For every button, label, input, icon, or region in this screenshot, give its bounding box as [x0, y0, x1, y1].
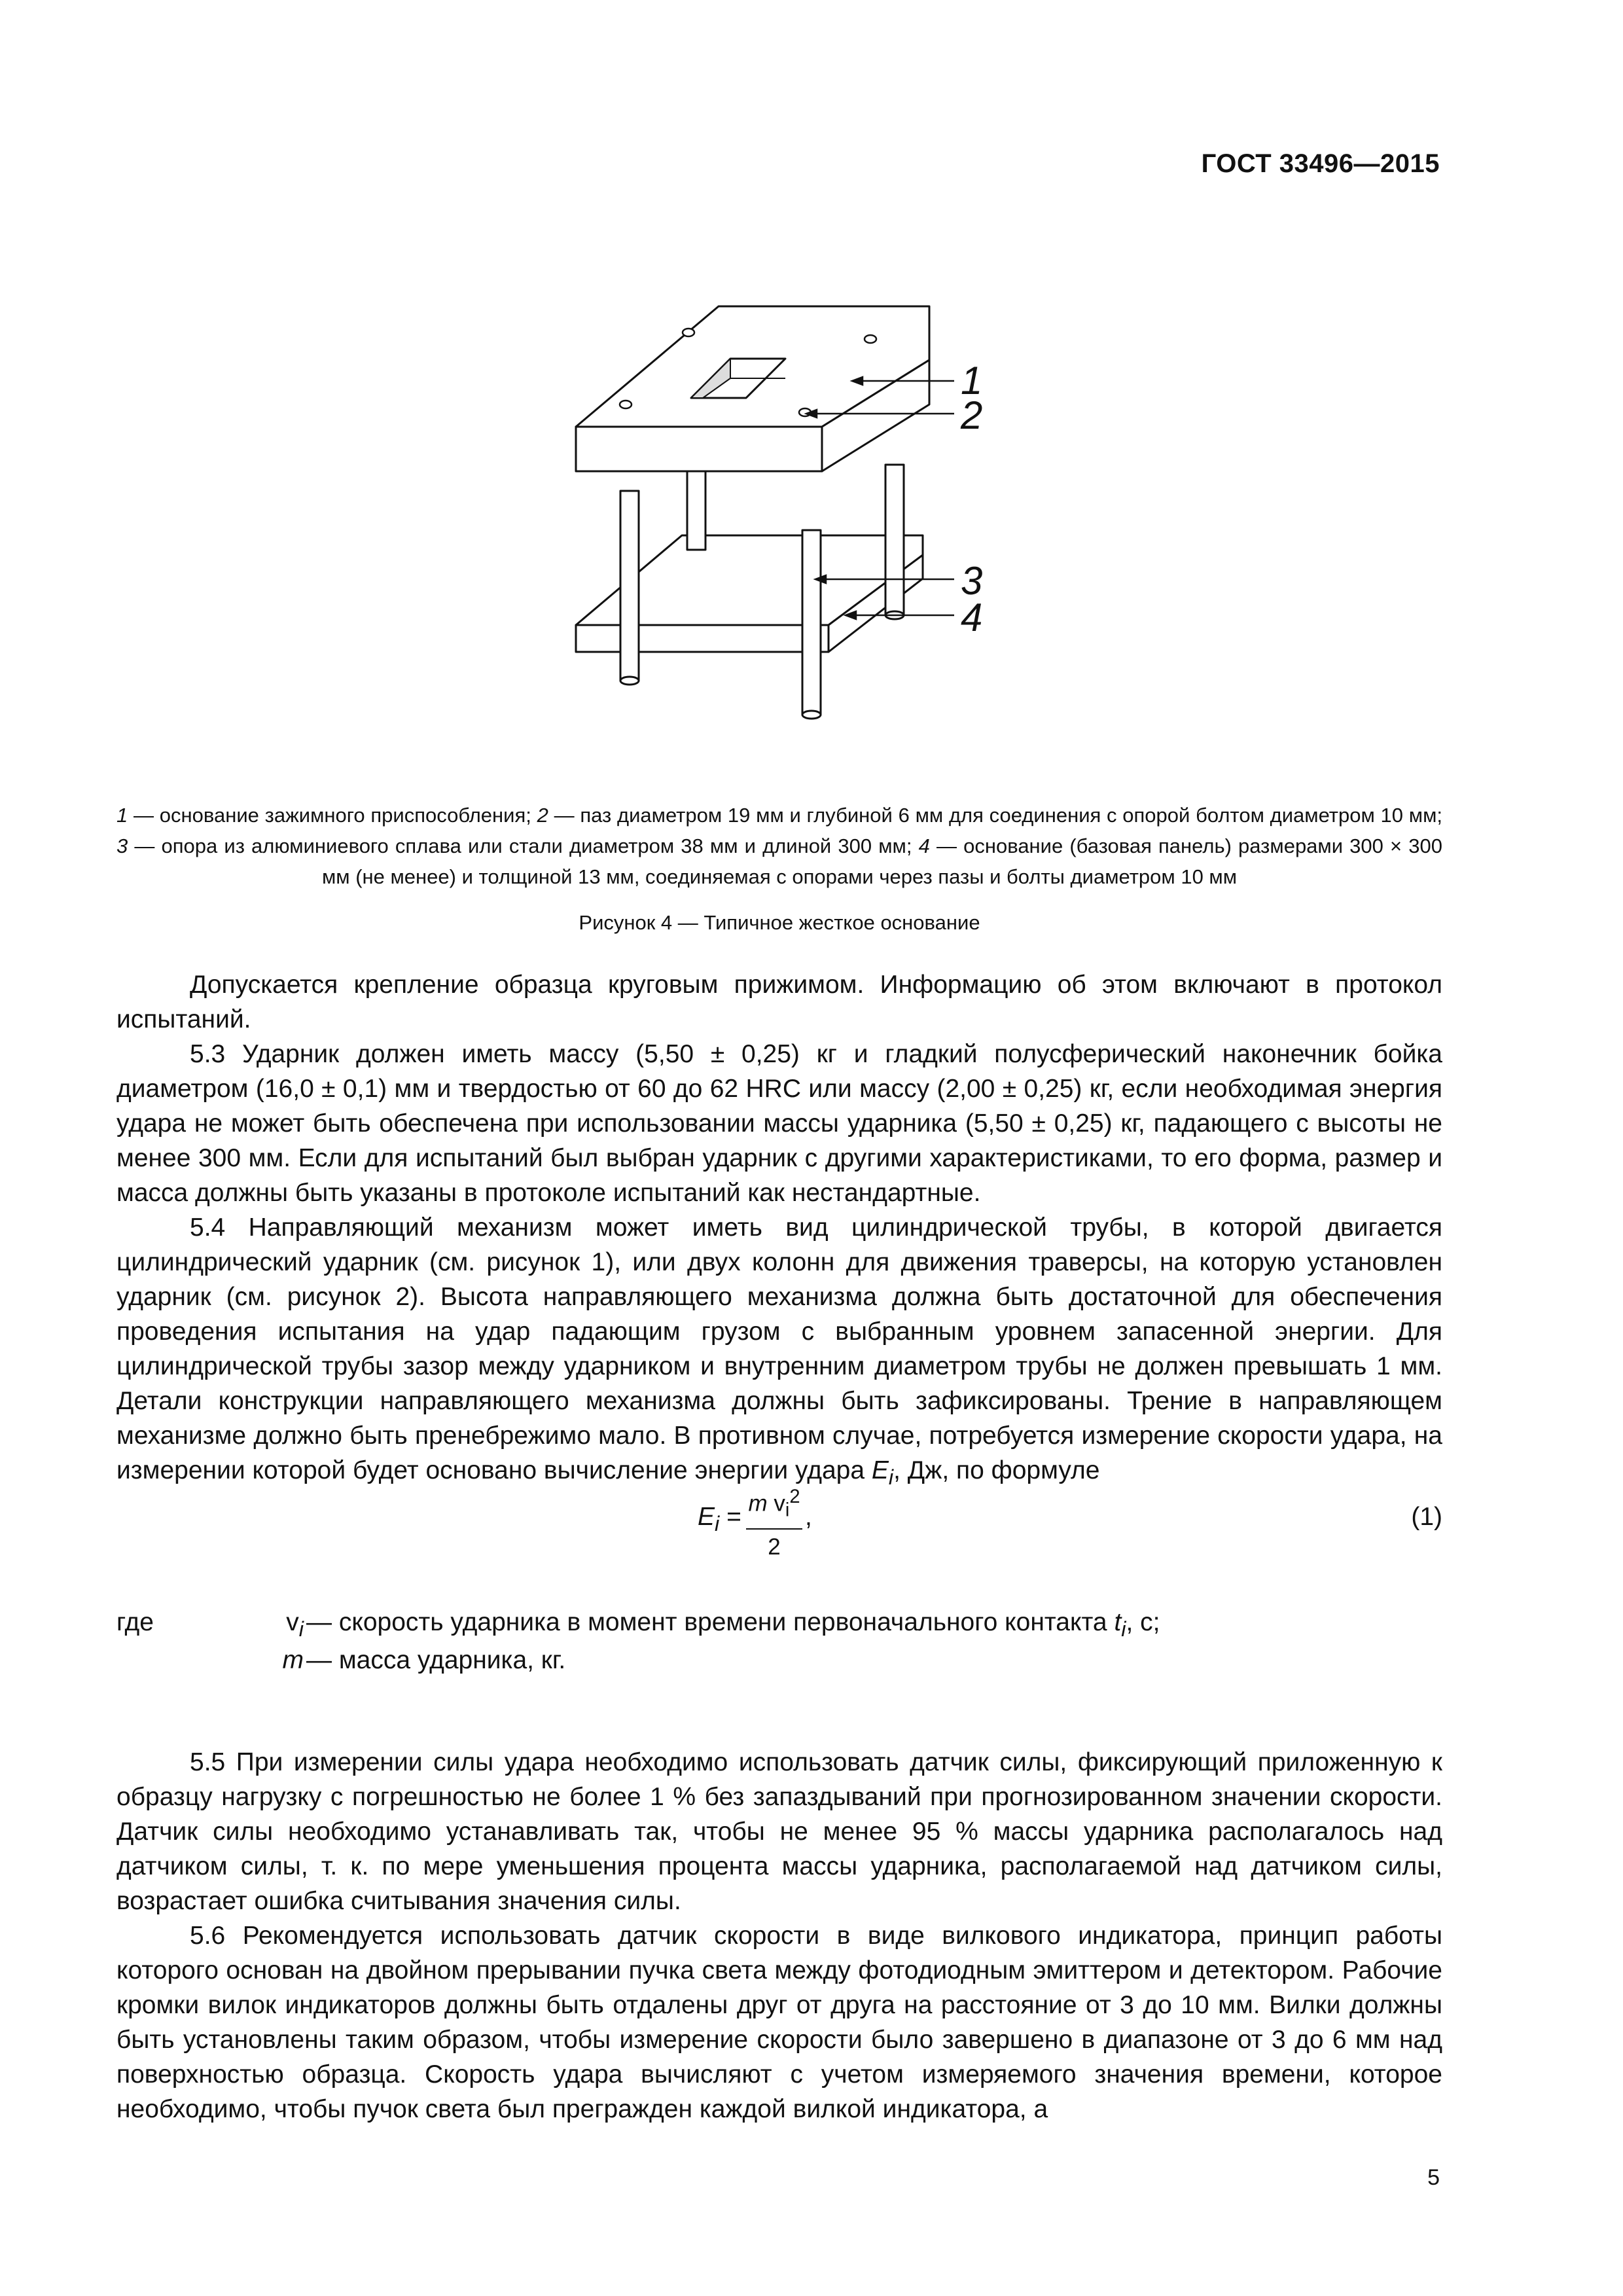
rigid-base-figure	[563, 281, 1034, 779]
legend-num-1: 1	[116, 804, 128, 827]
page-number: 5	[1427, 2165, 1440, 2190]
paragraph-5-4-tail: , Дж, по формуле	[893, 1456, 1100, 1484]
callout-4: 4	[961, 596, 983, 639]
legend-num-3: 3	[116, 834, 128, 857]
pillar-back-right	[885, 465, 904, 615]
energy-symbol: E	[871, 1456, 889, 1484]
paragraph-5-5: 5.5 При измерении силы удара необходимо использовать датчик силы, фиксирующий приложенную к образцу нагрузку с погрешностью не более 1 % без запаздываний при прогнозированном значении скорости. Датчик силы необходимо устанавливать так, чтобы не менее 95 % массы ударника располагалось над датчиком силы, т. к. по мере уменьшения процента массы ударника, располагаемой над датчиком силы, возрастает ошибка считывания значения силы.	[116, 1748, 1442, 1915]
callout-1: 1	[961, 359, 983, 403]
pillar-back-left	[687, 465, 705, 550]
bolt-hole	[683, 329, 694, 336]
legend-text-1: — основание зажимного приспособления;	[128, 804, 537, 827]
velocity-symbol: $v_i$	[286, 1608, 304, 1641]
pillar-front-left	[620, 491, 639, 681]
formula-lhs: $E_i$ =	[698, 1503, 741, 1535]
figure-caption: Рисунок 4 — Типичное жесткое основание	[579, 911, 980, 934]
energy-subscript: i	[888, 1465, 894, 1489]
mass-symbol: m	[282, 1646, 304, 1674]
paragraph-5-3: 5.3 Ударник должен иметь массу (5,50 ± 0,25) кг и гладкий полусферический наконечник бойка диаметром (16,0 ± 0,1) мм и твердостью от 60 до 62 HRC или массу (2,00 ± 0,25) кг, если необходимая энергия удара не может быть обеспечена при использовании массы ударника (5,50 ± 0,25) кг, падающего с высоты не менее 300 мм. Если для испытаний был выбран ударник с другими характеристиками, то его форма, размер и масса должны быть указаны в протоколе испытаний как нестандартные.	[116, 1040, 1442, 1207]
fraction-bar	[746, 1528, 802, 1530]
callout-2: 2	[961, 393, 983, 437]
body-text-continued	[116, 1745, 1442, 2126]
velocity-definition: — скорость ударника в момент времени первоначального контакта $t_i$, с;	[306, 1608, 1160, 1641]
equation-number: (1)	[1411, 1503, 1442, 1531]
clamp-plate-front	[576, 427, 822, 471]
bolt-hole	[620, 401, 632, 408]
legend-num-2: 2	[537, 804, 548, 827]
pillar-front-right	[802, 530, 821, 715]
paragraph-5-6: 5.6 Рекомендуется использовать датчик скорости в виде вилкового индикатора, принцип работы которого основан на двойном прерывании пучка света между фотодиодным эмиттером и детектором. Рабочие кромки вилок индикаторов должны быть отдалены друг от друга на расстояние от 3 до 10 мм. Вилки должны быть установлены таким образом, чтобы измерение скорости было завершено в диапазоне от 3 до 6 мм над поверхностью образца. Скорость удара вычисляют с учетом измеряемого значения времени, которое необходимо, чтобы пучок света был прегражден каждой вилкой индикатора, а	[116, 1922, 1442, 2123]
variable-definitions	[116, 1604, 1442, 1679]
legend-num-4: 4	[918, 834, 930, 857]
figure-legend	[116, 800, 1442, 892]
legend-text-3: — опора из алюминиевого сплава или стали диаметром 38 мм и длиной 300 мм;	[128, 834, 919, 857]
formula-fraction	[746, 1480, 802, 1562]
where-label: где	[116, 1608, 154, 1636]
document-code-header: ГОСТ 33496—2015	[1201, 149, 1440, 178]
callout-3: 3	[961, 559, 983, 603]
bolt-hole	[865, 335, 876, 343]
mass-definition: — масса ударника, кг.	[306, 1646, 566, 1674]
formula-numerator: m $v_i^2$	[748, 1486, 800, 1521]
formula-comma: ,	[805, 1503, 812, 1531]
paragraph-5-4	[116, 1210, 1442, 1495]
definition-row	[116, 1604, 1442, 1641]
paragraph: Допускается крепление образца круговым прижимом. Информацию об этом включают в протокол испытаний.	[116, 971, 1442, 1033]
legend-text-2: — паз диаметром 19 мм и глубиной 6 мм для соединения с опорой болтом диаметром 10 мм;	[548, 804, 1442, 827]
formula-denominator: 2	[768, 1534, 781, 1560]
base-plate-front	[576, 625, 829, 652]
body-text	[116, 967, 1442, 1495]
formula-1	[116, 1480, 1442, 1559]
definition-row	[116, 1641, 1442, 1679]
legend-text-4: — основание (базовая панель) размерами 300 × 300 мм (не менее) и толщиной 13 мм, соединяемая с опорами через пазы и болты диаметром 10 мм	[321, 834, 1442, 888]
paragraph-5-4-text: 5.4 Направляющий механизм может иметь вид цилиндрической трубы, в которой двигается цилиндрический ударник (см. рисунок 1), или двух колонн для движения траверсы, на которую установлен ударник (см. рисунок 2). Высота направляющего механизма должна быть достаточной для обеспечения проведения испытания на удар падающим грузом с выбранным уровнем запасенной энергии. Для цилиндрической трубы зазор между ударником и внутренним диаметром трубы не должен превышать 1 мм. Детали конструкции направляющего механизма должны быть зафиксированы. Трение в направляющем механизме должно быть пренебрежимо мало. В противном случае, потребуется измерение скорости удара, на измерении которой будет основано вычисление энергии удара	[116, 1213, 1442, 1484]
